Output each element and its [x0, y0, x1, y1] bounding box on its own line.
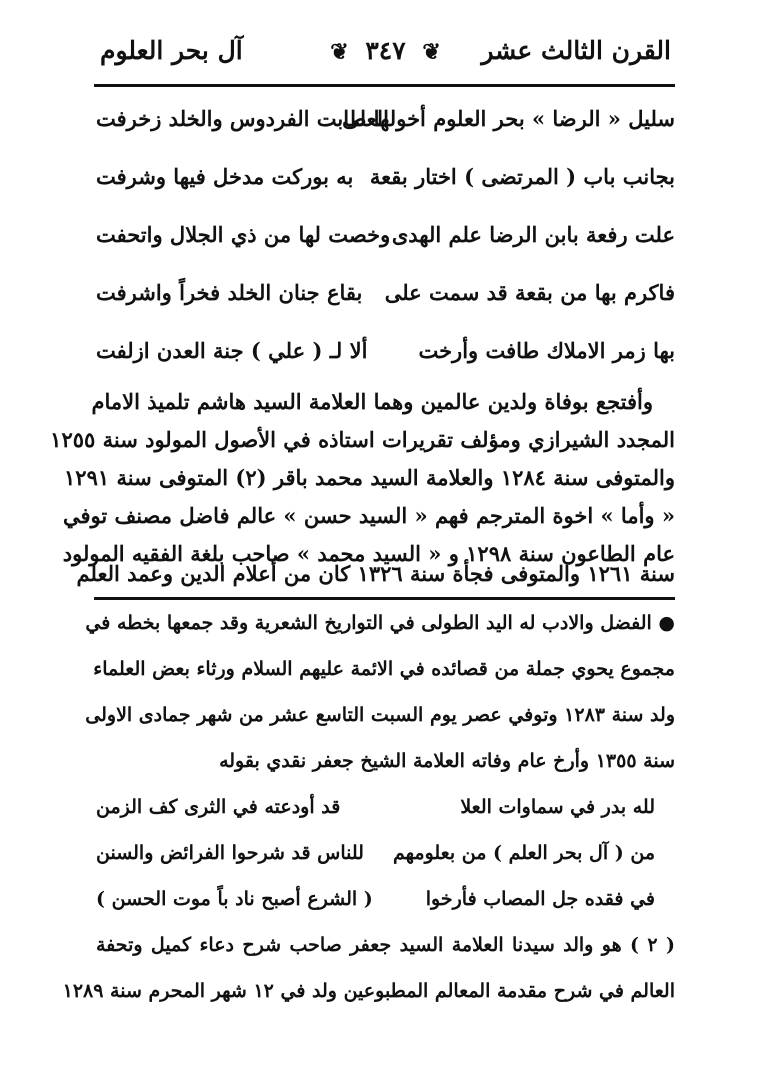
verse-second-hemistich: ألا لـ ( علي ) جنة العدن ازلفت: [96, 338, 368, 363]
footnote-line: ( ٢ ) هو والد سيدنا العلامة السيد جعفر صاحب شرح دعاء كميل وتحفة: [96, 934, 675, 956]
footnote-verse-line: [96, 834, 675, 884]
verse-line: [96, 268, 675, 326]
verse-first-hemistich: لله بدر في سماوات العلا: [460, 796, 655, 818]
ornament-icon: ❦: [422, 39, 441, 65]
footnote-line: ● الفضل والادب له اليد الطولى في التواريخ الشعرية وقد جمعها بخطه في: [85, 612, 675, 634]
verse-first-hemistich: بها زمر الاملاك طافت وأرخت: [418, 338, 675, 363]
body-line: « وأما » اخوة المترجم فهم « السيد حسن » عالم فاضل مصنف توفي: [62, 503, 675, 528]
footnote-verse-line: [96, 788, 675, 838]
verse-second-hemistich: به بوركت مدخل فيها وشرفت: [96, 164, 354, 189]
verse-second-hemistich: بقاع جنان الخلد فخراً واشرفت: [96, 280, 363, 305]
verse-first-hemistich: بجانب باب ( المرتضى ) اختار بقعة: [369, 164, 675, 189]
verse-first-hemistich: في فقده جل المصاب فأرخوا: [425, 888, 655, 910]
footnote-separator: [94, 597, 675, 600]
ornament-icon: ❦: [330, 39, 349, 65]
verse-first-hemistich: فاكرم بها من بقعة قد سمت على: [384, 280, 675, 305]
verse-first-hemistich: علت رفعة بابن الرضا علم الهدى: [391, 222, 675, 247]
verse-line: [96, 210, 675, 268]
body-line: سنة ١٢٦١ والمتوفى فجأة سنة ١٣٢٦ كان من أعلام الدين وعمد العلم: [76, 561, 675, 586]
header-rule: [94, 84, 675, 87]
verse-second-hemistich: للناس قد شرحوا الفرائض والسنن: [96, 842, 364, 864]
footnote-line: سنة ١٣٥٥ وأرخ عام وفاته العلامة الشيخ جعفر نقدي بقوله: [219, 750, 675, 772]
body-line: عام الطاعون سنة ١٢٩٨ و « السيد محمد » صاحب بلغة الفقيه المولود: [62, 541, 675, 566]
verse-line: [96, 326, 675, 384]
verse-line: [96, 152, 675, 210]
footnote-line: ولد سنة ١٢٨٣ وتوفي عصر يوم السبت التاسع عشر من شهر جمادى الاولى: [85, 704, 675, 726]
footnote-line: مجموع يحوي جملة من قصائده في الائمة عليهم السلام ورثاء بعض العلماء: [93, 658, 675, 680]
verse-second-hemistich: ( الشرع أصبح ناد باً موت الحسن ): [96, 888, 373, 910]
page-number: ٣٤٧: [365, 36, 406, 65]
footnote-line: العالم في شرح مقدمة المعالم المطبوعين ولد في ١٢ شهر المحرم سنة ١٢٨٩: [62, 980, 675, 1002]
verse-second-hemistich: وخصت لها من ذي الجلال واتحفت: [96, 222, 391, 247]
verse-line: [96, 94, 675, 152]
running-header: [100, 30, 671, 82]
body-line: المجدد الشيرازي ومؤلف تقريرات استاذه في الأصول المولود سنة ١٢٥٥: [50, 427, 675, 452]
verse-first-hemistich: من ( آل بحر العلم ) من بعلومهم: [393, 842, 655, 864]
body-line: وأفتجع بوفاة ولدين عالمين وهما العلامة السيد هاشم تلميذ الامام: [91, 389, 653, 414]
verse-second-hemistich: قد أودعته في الثرى كف الزمن: [96, 796, 341, 818]
footnote-verse-line: [96, 880, 675, 930]
header-section-title: القرن الثالث عشر: [481, 36, 671, 65]
header-book-title: آل بحر العلوم: [100, 36, 243, 65]
body-line: والمتوفى سنة ١٢٨٤ والعلامة السيد محمد باقر (٢) المتوفى سنة ١٢٩١: [64, 465, 675, 490]
verse-first-hemistich: سليل « الرضا » بحر العلوم أخو العلى: [342, 106, 675, 131]
verse-second-hemistich: لها طابت الفردوس والخلد زخرفت: [96, 106, 397, 131]
